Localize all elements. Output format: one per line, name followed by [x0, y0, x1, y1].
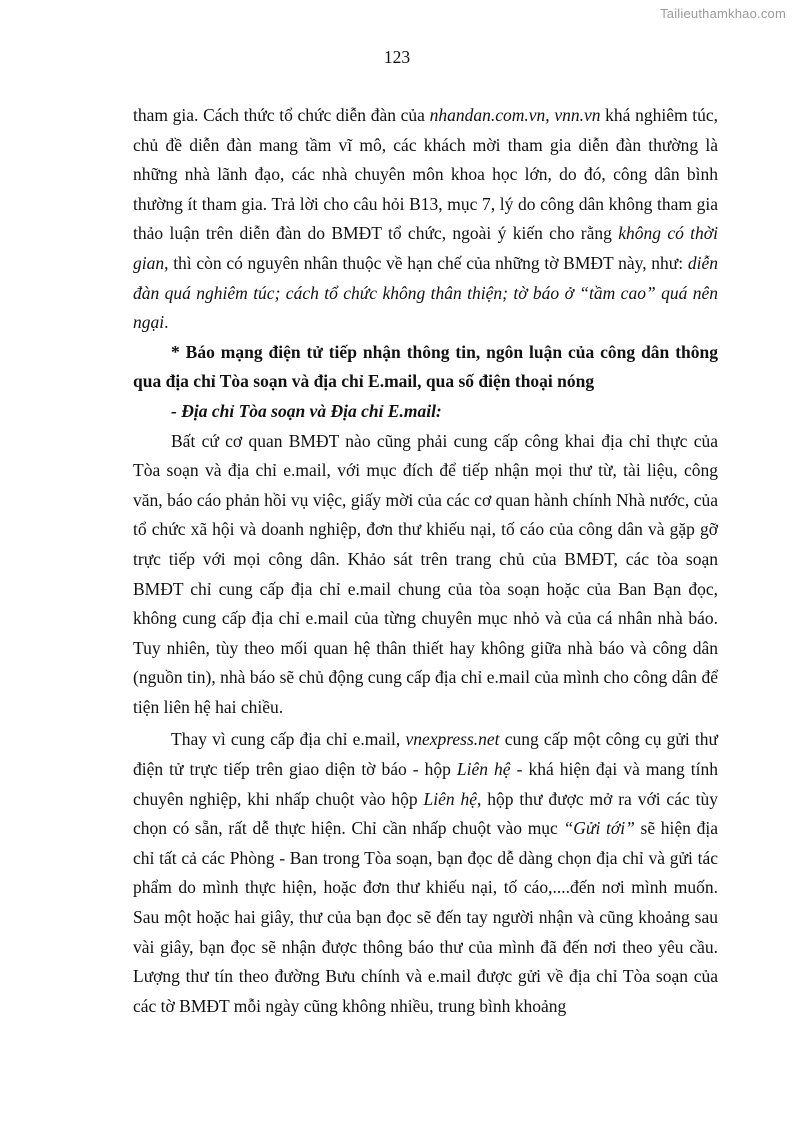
- text-run: , hộp thư được mở ra với các tùy chọn có sẵn, rất dễ thực hiện. Chỉ cần nhấp chuột vào mục: [133, 788, 718, 839]
- document-body: [133, 101, 718, 1021]
- italic-run: vnexpress.net: [405, 729, 500, 750]
- italic-run: không có thời gian: [133, 223, 718, 273]
- text-run: cung cấp một công cụ gửi thư điện tử trực tiếp trên giao diện tờ báo - hộp: [133, 729, 718, 780]
- text-run: - khá hiện đại và mang tính chuyên nghiệp, khi nhấp chuột vào hộp: [133, 759, 718, 809]
- subsection-heading: - Địa chỉ Tòa soạn và Địa chỉ E.mail:: [171, 400, 442, 421]
- text-run: .: [164, 312, 169, 333]
- italic-run: diễn đàn quá nghiêm túc; cách tổ chức không thân thiện; tờ báo ở “tầm cao” quá nên ngại: [133, 252, 718, 333]
- paragraph-forum: [133, 101, 718, 338]
- section-heading: * Báo mạng điện tử tiếp nhận thông tin, ngôn luận của công dân thông qua địa chỉ Tòa soạn và địa chỉ E.mail, qua số điện thoại nóng: [133, 341, 718, 392]
- italic-run: “Gửi tới”: [563, 818, 635, 839]
- watermark: Tailieuthamkhao.com: [660, 6, 786, 21]
- italic-run: Liên hệ: [456, 759, 511, 780]
- page-number: 123: [383, 47, 411, 67]
- text-run: tham gia. Cách thức tổ chức diễn đàn của: [133, 105, 430, 125]
- text-run: , thì còn có nguyên nhân thuộc về hạn chế của những tờ BMĐT này, như:: [164, 252, 688, 273]
- text-run: khá nghiêm túc, chủ đề diễn đàn mang tầm vĩ mô, các khách mời tham gia diễn đàn thường là những nhà lãnh đạo, các nhà chuyên môn khoa học lớn, do đó, công dân bình thường ít tham gia. Trả lời cho câu hỏi B13, mục 7, lý do công dân không tham gia thảo luận trên diễn đàn do BMĐT tổ chức, ngoài ý kiến cho rằng: [133, 105, 718, 244]
- italic-run: Liên hệ: [423, 788, 477, 809]
- text-run: sẽ hiện địa chỉ tất cả các Phòng - Ban trong Tòa soạn, bạn đọc dễ dàng chọn địa chỉ và gửi tác phẩm do mình thực hiện, hoặc đơn thư khiếu nại, tố cáo,....đến nơi mình muốn. Sau một hoặc hai giây, thư của bạn đọc sẽ đến tay người nhận và cũng khoảng sau vài giây, bạn đọc sẽ nhận được thông báo thư của mình đã đến nơi theo yêu cầu. Lượng thư tín theo đường Bưu chính và e.mail được gửi về địa chỉ Tòa soạn của các tờ BMĐT mỗi ngày cũng không nhiều, trung bình khoảng: [133, 818, 718, 1016]
- paragraph-address-email: Bất cứ cơ quan BMĐT nào cũng phải cung cấp công khai địa chỉ thực của Tòa soạn và địa chỉ e.mail, với mục đích để tiếp nhận mọi thư từ, tài liệu, công văn, báo cáo phản hồi vụ việc, giấy mời của các cơ quan hành chính Nhà nước, của tổ chức xã hội và doanh nghiệp, đơn thư khiếu nại, tố cáo của công dân và gặp gỡ trực tiếp với mọi công dân. Khảo sát trên trang chủ của BMĐT, các tòa soạn BMĐT chỉ cung cấp địa chỉ e.mail chung của tòa soạn hoặc của Ban Bạn đọc, không cung cấp địa chỉ e.mail của từng chuyên mục nhỏ và của cá nhân nhà báo. Tuy nhiên, tùy theo mối quan hệ thân thiết hay không giữa nhà báo và công dân (nguồn tin), nhà báo sẽ chủ động cung cấp địa chỉ e.mail của mình cho công dân để tiện liên hệ hai chiều.: [133, 430, 718, 717]
- italic-run: nhandan.com.vn, vnn.vn: [429, 105, 601, 125]
- text-run: Thay vì cung cấp địa chỉ e.mail,: [171, 729, 406, 750]
- paragraph-vnexpress: [133, 725, 718, 1021]
